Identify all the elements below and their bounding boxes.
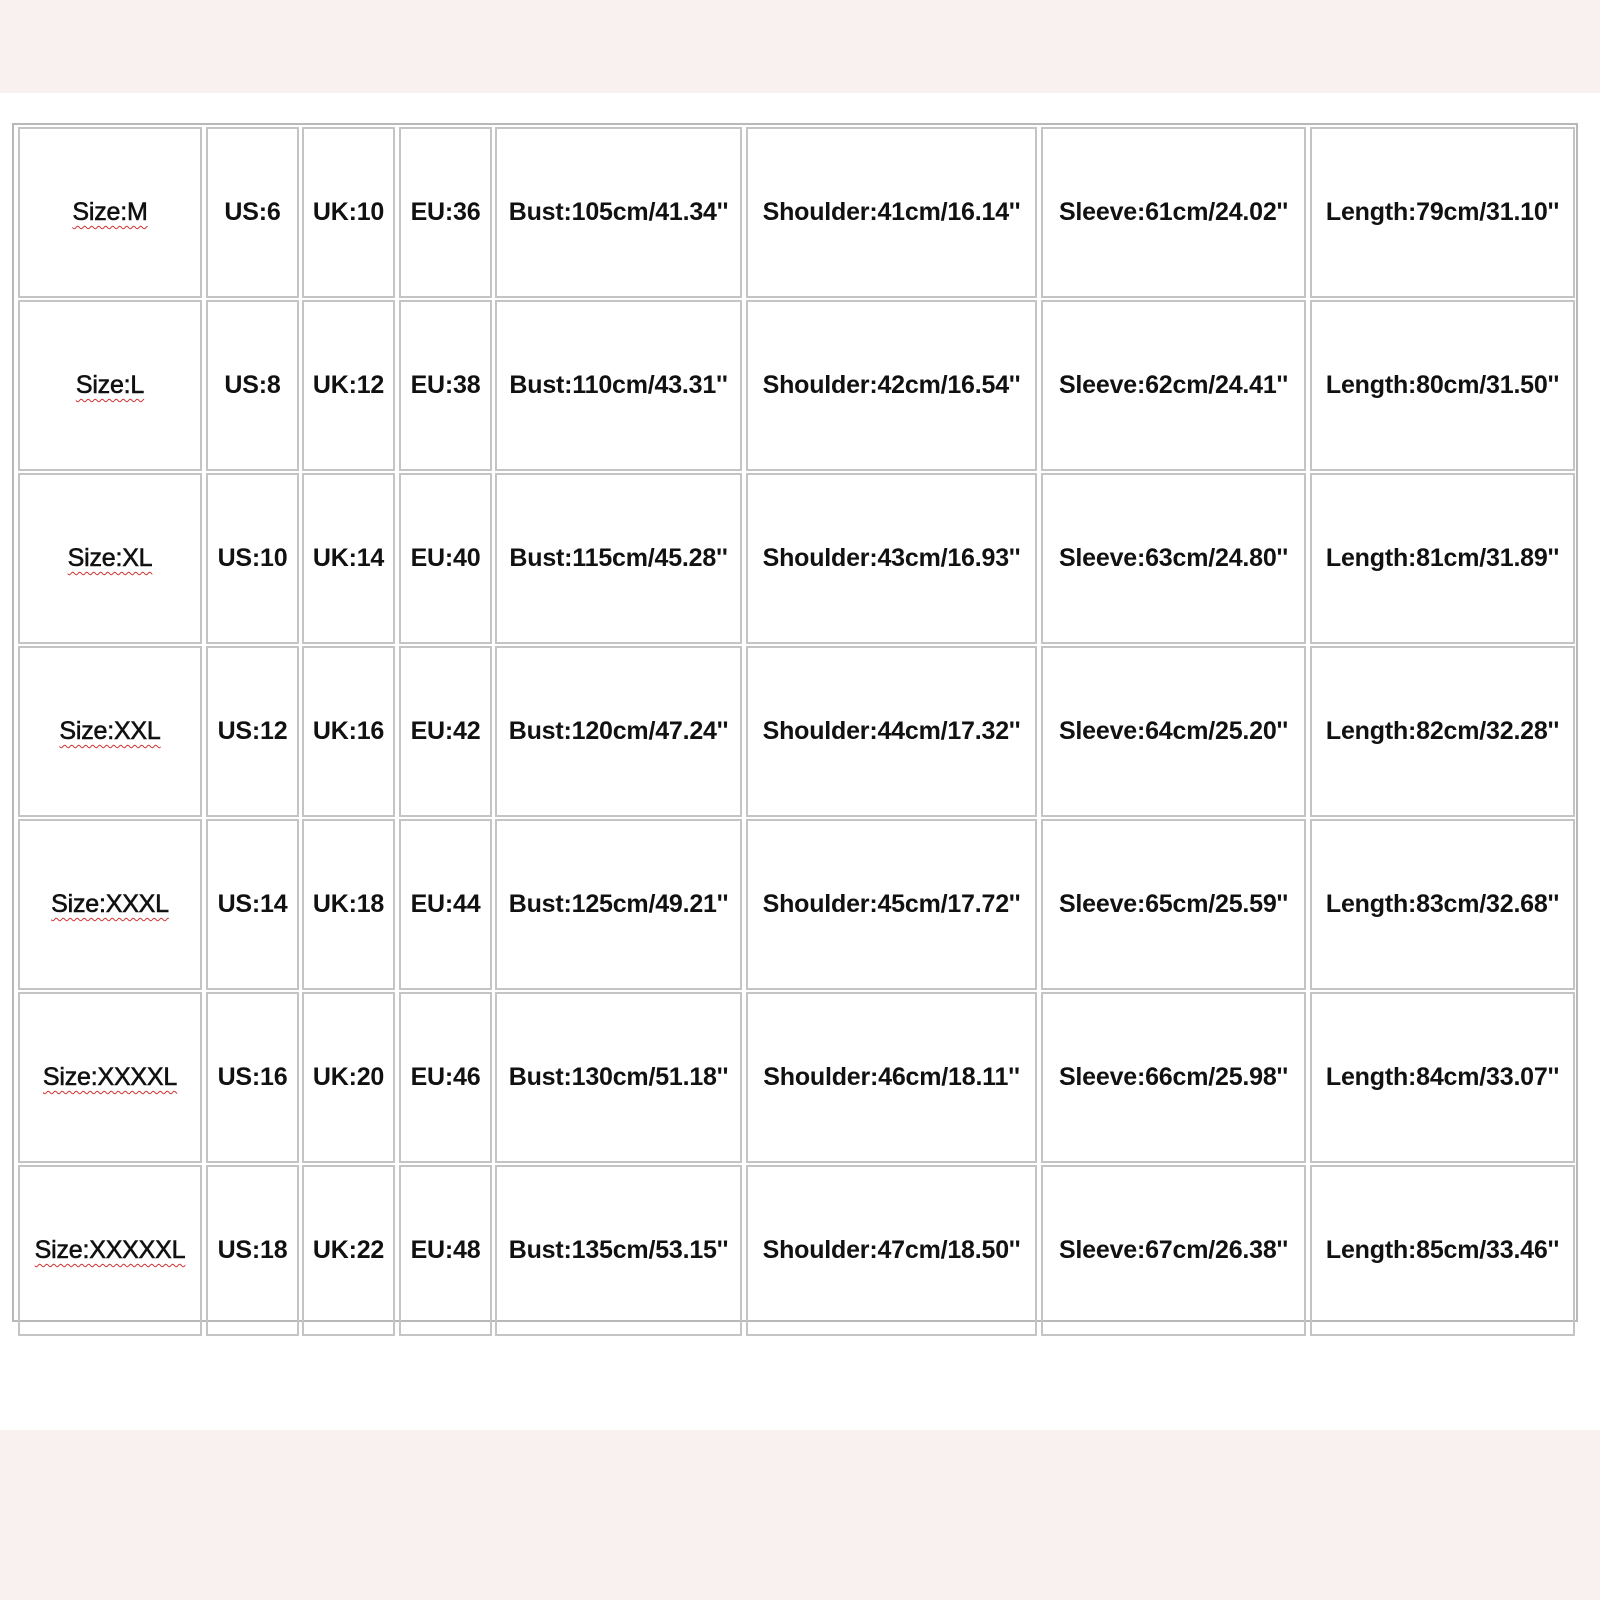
size-text: Size:M (72, 198, 148, 226)
size-text: Size:XXXXXL (34, 1236, 186, 1264)
length-cell (1310, 646, 1575, 817)
size-cell (18, 127, 202, 298)
size-cell (18, 1165, 202, 1336)
eu-size-cell (399, 819, 492, 990)
uk-size-cell (302, 646, 395, 817)
length-cell (1310, 127, 1575, 298)
length-text: Length:79cm/31.10'' (1325, 198, 1560, 226)
length-cell (1310, 1165, 1575, 1336)
bust-text: Bust:115cm/45.28'' (509, 544, 728, 572)
uk-size-text: UK:16 (312, 717, 385, 745)
sleeve-cell (1041, 992, 1306, 1163)
length-text: Length:84cm/33.07'' (1325, 1063, 1560, 1091)
eu-size-text: EU:44 (410, 890, 481, 918)
size-cell (18, 992, 202, 1163)
uk-size-text: UK:18 (312, 890, 385, 918)
size-chart-sheet (0, 93, 1600, 1430)
us-size-text: US:12 (217, 717, 288, 745)
size-cell (18, 646, 202, 817)
bust-cell (495, 646, 742, 817)
shoulder-text: Shoulder:45cm/17.72'' (762, 890, 1021, 918)
uk-size-text: UK:22 (312, 1236, 385, 1264)
us-size-cell (206, 127, 299, 298)
uk-size-cell (302, 473, 395, 644)
bust-text: Bust:105cm/41.34'' (508, 198, 729, 226)
sleeve-cell (1041, 300, 1306, 471)
bust-text: Bust:130cm/51.18'' (508, 1063, 729, 1091)
uk-size-cell (302, 127, 395, 298)
shoulder-cell (746, 819, 1037, 990)
sleeve-text: Sleeve:67cm/26.38'' (1058, 1236, 1289, 1264)
size-chart-table (12, 123, 1578, 1322)
size-cell (18, 300, 202, 471)
shoulder-text: Shoulder:46cm/18.11'' (763, 1063, 1020, 1091)
eu-size-text: EU:46 (410, 1063, 481, 1091)
us-size-cell (206, 300, 299, 471)
size-text: Size:XXXL (51, 890, 169, 918)
sleeve-text: Sleeve:65cm/25.59'' (1058, 890, 1289, 918)
sleeve-cell (1041, 646, 1306, 817)
uk-size-text: UK:14 (312, 544, 385, 572)
shoulder-cell (746, 646, 1037, 817)
us-size-text: US:8 (224, 371, 281, 399)
shoulder-cell (746, 1165, 1037, 1336)
eu-size-cell (399, 473, 492, 644)
bust-cell (495, 819, 742, 990)
length-text: Length:85cm/33.46'' (1325, 1236, 1560, 1264)
bust-text: Bust:125cm/49.21'' (508, 890, 729, 918)
uk-size-text: UK:10 (312, 198, 385, 226)
eu-size-text: EU:48 (410, 1236, 481, 1264)
shoulder-cell (746, 992, 1037, 1163)
size-cell (18, 473, 202, 644)
us-size-text: US:14 (217, 890, 288, 918)
bust-cell (495, 300, 742, 471)
size-cell (18, 819, 202, 990)
shoulder-text: Shoulder:43cm/16.93'' (762, 544, 1021, 572)
eu-size-cell (399, 300, 492, 471)
eu-size-cell (399, 127, 492, 298)
uk-size-cell (302, 819, 395, 990)
bust-cell (495, 127, 742, 298)
shoulder-cell (746, 473, 1037, 644)
bust-cell (495, 1165, 742, 1336)
us-size-cell (206, 473, 299, 644)
size-text: Size:XL (67, 544, 153, 572)
us-size-text: US:6 (224, 198, 281, 226)
sleeve-text: Sleeve:61cm/24.02'' (1058, 198, 1289, 226)
bust-text: Bust:135cm/53.15'' (508, 1236, 729, 1264)
us-size-cell (206, 646, 299, 817)
size-text: Size:XXL (59, 717, 161, 745)
us-size-text: US:18 (217, 1236, 288, 1264)
shoulder-text: Shoulder:44cm/17.32'' (762, 717, 1021, 745)
length-cell (1310, 819, 1575, 990)
length-cell (1310, 300, 1575, 471)
bust-cell (495, 992, 742, 1163)
uk-size-text: UK:12 (312, 371, 385, 399)
bust-text: Bust:120cm/47.24'' (508, 717, 729, 745)
bust-cell (495, 473, 742, 644)
length-text: Length:83cm/32.68'' (1325, 890, 1560, 918)
bust-text: Bust:110cm/43.31'' (509, 371, 728, 399)
shoulder-text: Shoulder:41cm/16.14'' (762, 198, 1021, 226)
size-text: Size:L (75, 371, 145, 399)
eu-size-text: EU:36 (410, 198, 481, 226)
eu-size-text: EU:40 (410, 544, 481, 572)
sleeve-cell (1041, 1165, 1306, 1336)
us-size-cell (206, 819, 299, 990)
us-size-text: US:10 (217, 544, 288, 572)
uk-size-cell (302, 1165, 395, 1336)
shoulder-text: Shoulder:47cm/18.50'' (762, 1236, 1021, 1264)
length-text: Length:81cm/31.89'' (1325, 544, 1560, 572)
sleeve-text: Sleeve:66cm/25.98'' (1058, 1063, 1289, 1091)
length-cell (1310, 473, 1575, 644)
eu-size-cell (399, 992, 492, 1163)
shoulder-cell (746, 300, 1037, 471)
sleeve-cell (1041, 819, 1306, 990)
sleeve-text: Sleeve:64cm/25.20'' (1058, 717, 1289, 745)
eu-size-cell (399, 1165, 492, 1336)
us-size-cell (206, 992, 299, 1163)
sleeve-text: Sleeve:62cm/24.41'' (1058, 371, 1289, 399)
length-text: Length:80cm/31.50'' (1325, 371, 1560, 399)
sleeve-cell (1041, 127, 1306, 298)
eu-size-cell (399, 646, 492, 817)
us-size-cell (206, 1165, 299, 1336)
shoulder-text: Shoulder:42cm/16.54'' (762, 371, 1021, 399)
length-cell (1310, 992, 1575, 1163)
shoulder-cell (746, 127, 1037, 298)
sleeve-text: Sleeve:63cm/24.80'' (1058, 544, 1289, 572)
uk-size-text: UK:20 (312, 1063, 385, 1091)
us-size-text: US:16 (217, 1063, 288, 1091)
eu-size-text: EU:42 (410, 717, 481, 745)
uk-size-cell (302, 992, 395, 1163)
length-text: Length:82cm/32.28'' (1325, 717, 1560, 745)
eu-size-text: EU:38 (410, 371, 481, 399)
sleeve-cell (1041, 473, 1306, 644)
size-text: Size:XXXXL (42, 1063, 178, 1091)
uk-size-cell (302, 300, 395, 471)
